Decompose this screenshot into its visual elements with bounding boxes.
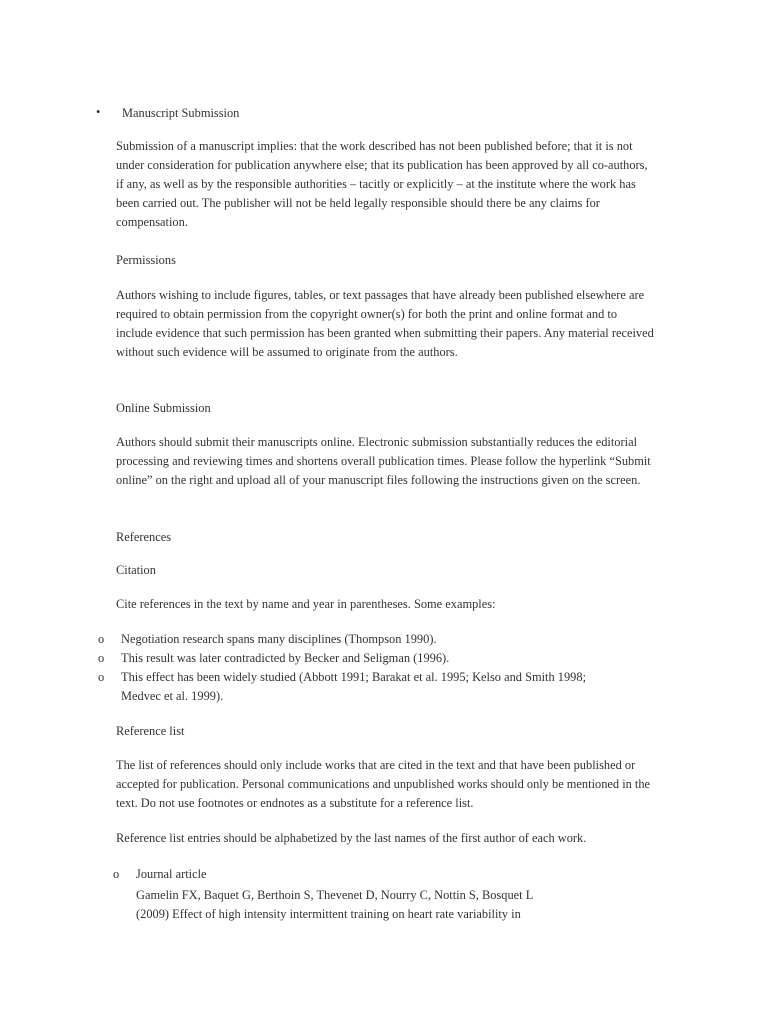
bullet-marker: • (96, 105, 101, 119)
paragraph-permissions: Authors wishing to include figures, tables, or text passages that have already been published elsewhere are required to obtain permission from the copyright owner(s) for both the print and online format and to include evidence that such permission has been granted when submitting their papers. Any material received without such evidence will be assumed to originate from the authors. (116, 288, 654, 359)
citation-example-item: Negotiation research spans many disciplines (Thompson 1990). (121, 632, 437, 646)
heading-manuscript-submission: Manuscript Submission (122, 106, 240, 120)
citation-example-item: This result was later contradicted by Becker and Seligman (1996). (121, 651, 450, 665)
journal-reference-line: (2009) Effect of high intensity intermittent training on heart rate variability in (136, 907, 521, 921)
journal-reference-line: Gamelin FX, Baquet G, Berthoin S, Thevenet D, Nourry C, Nottin S, Bosquet L (136, 888, 534, 902)
list-bullet-marker: o (98, 670, 105, 684)
paragraph-citation: Cite references in the text by name and year in parentheses. Some examples: (116, 597, 496, 611)
list-bullet-marker: o (98, 651, 105, 665)
heading-citation: Citation (116, 563, 156, 577)
heading-online-submission: Online Submission (116, 401, 211, 415)
citation-example-item: This effect has been widely studied (Abbott 1991; Barakat et al. 1995; Kelso and Smith 1998; Medvec et al. 1999). (121, 670, 587, 703)
paragraph-alphabetize: Reference list entries should be alphabetized by the last names of the first author of each work. (116, 831, 587, 845)
list-bullet-marker: o (113, 867, 120, 881)
heading-references: References (116, 530, 172, 544)
list-bullet-marker: o (98, 632, 105, 646)
journal-article-label: Journal article (136, 867, 207, 881)
paragraph-online-submission: Authors should submit their manuscripts online. Electronic submission substantially reduces the editorial processing and reviewing times and shortens overall publication times. Please follow the hyperlink “Submit online” on the right and upload all of your manuscript files following the instructions given on the screen. (116, 435, 651, 487)
paragraph-manuscript-submission: Submission of a manuscript implies: that the work described has not been published before; that it is not under consideration for publication anywhere else; that its publication has been approved by all co-authors, if any, as well as by the responsible authorities – tacitly or explicitly – at the institute where the work has been carried out. The publisher will not be held legally responsible should there be any claims for compensation. (116, 139, 648, 229)
paragraph-reference-list: The list of references should only include works that are cited in the text and that have been published or accepted for publication. Personal communications and unpublished works should only be mentioned in the text. Do not use footnotes or endnotes as a substitute for a reference list. (116, 758, 651, 810)
heading-reference-list: Reference list (116, 724, 185, 738)
heading-permissions: Permissions (116, 253, 176, 267)
